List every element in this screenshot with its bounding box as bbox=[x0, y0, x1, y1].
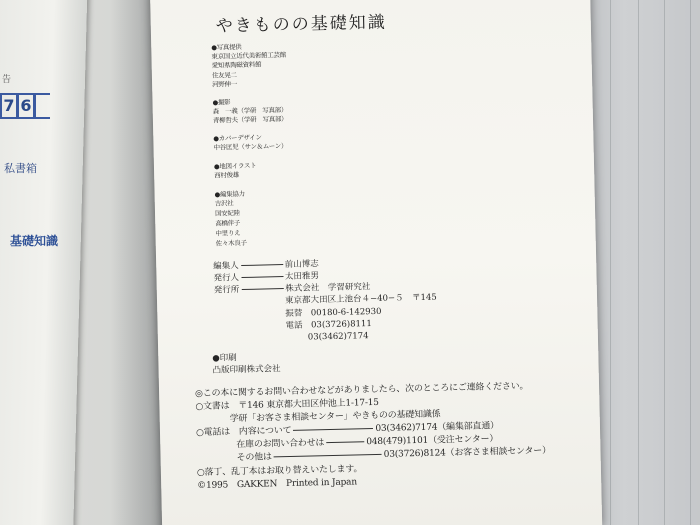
back-card-digit-box: 6 bbox=[17, 93, 35, 119]
inquiry-line: ◎この本に関するお問い合わせなどがありましたら、次のところにご連絡ください。 bbox=[195, 381, 529, 400]
credit-line: 高橋伴子 bbox=[215, 219, 241, 228]
section-heading: ●写真提供 bbox=[211, 42, 242, 52]
office-phone: 03(3462)7174 bbox=[307, 331, 369, 343]
publisher-label: 発行人 bbox=[213, 273, 240, 284]
inquiry-label: ○電話は 内容について bbox=[195, 425, 292, 439]
credit-line: 国安紀陸 bbox=[214, 209, 240, 218]
inquiry-label: 在庫のお問い合わせは bbox=[236, 438, 325, 451]
inquiry-phone: 03(3726)8124（お客さま相談センター） bbox=[383, 446, 551, 460]
credit-line: 吉沢社 bbox=[214, 199, 234, 208]
inquiry-line: 学研「お客さま相談センター」やきものの基礎知識係 bbox=[229, 409, 441, 425]
credit-line: 住友晃二 bbox=[211, 71, 237, 80]
credit-line: 中里りえ bbox=[215, 229, 241, 238]
back-card-text: 告 bbox=[2, 75, 12, 85]
inquiry-phone: 03(3462)7174（編集部直通） bbox=[375, 421, 500, 434]
credit-line: 中谷匡児（サン＆ムーン） bbox=[213, 141, 288, 152]
credit-line: 東京国立近代美術館工芸館 bbox=[211, 50, 286, 61]
publisher-name: 太田雅男 bbox=[284, 271, 320, 283]
credit-line: 西村俊雄 bbox=[214, 171, 240, 180]
credit-line: 愛知県陶磁資料館 bbox=[211, 60, 262, 70]
credit-line: 河野伸一 bbox=[212, 80, 238, 89]
credit-line: 青柳哲夫（学研 写真部） bbox=[212, 114, 288, 125]
back-card-digit-box: 7 bbox=[0, 93, 18, 119]
section-heading: ●撮影 bbox=[212, 98, 231, 107]
section-heading: ●カバーデザイン bbox=[213, 133, 262, 143]
inquiry-line: ○文書は 〒146 東京都大田区仲池上1-17-15 bbox=[195, 397, 379, 413]
section-heading: ●地図イラスト bbox=[213, 161, 257, 171]
back-card-digit-box bbox=[34, 93, 50, 119]
inquiry-phone: 048(479)1101（受注センター） bbox=[366, 434, 499, 448]
editor-label: 編集人 bbox=[213, 261, 239, 272]
back-card-label: 私書箱 bbox=[4, 162, 37, 175]
office-label: 発行所 bbox=[213, 285, 240, 296]
office-transfer: 振替 00180-6-142930 bbox=[285, 306, 382, 320]
credit-line: 森 一義（学研 写真部） bbox=[212, 105, 288, 116]
office-name: 株式会社 学習研究社 bbox=[285, 282, 371, 295]
copyright: ©1995 GAKKEN Printed in Japan bbox=[197, 477, 358, 492]
section-heading: ●印刷 bbox=[212, 353, 237, 364]
colophon-page bbox=[150, 0, 602, 525]
credit-line: 佐々木良子 bbox=[215, 238, 247, 248]
page-title: やきものの基礎知識 bbox=[215, 12, 387, 37]
back-card bbox=[0, 0, 87, 525]
office-phone: 電話 03(3726)8111 bbox=[285, 319, 372, 332]
back-card-word: 基礎知識 bbox=[10, 234, 59, 248]
inquiry-label: その他は bbox=[236, 452, 272, 464]
editor-name: 前山博志 bbox=[284, 259, 319, 271]
section-heading: ●編集協力 bbox=[214, 189, 245, 199]
inquiry-line: ○落丁、乱丁本はお取り替えいたします。 bbox=[196, 464, 363, 479]
office-address: 東京都大田区上池台４−40−５ 〒145 bbox=[284, 292, 437, 307]
printer-name: 凸版印刷株式会社 bbox=[212, 364, 281, 376]
